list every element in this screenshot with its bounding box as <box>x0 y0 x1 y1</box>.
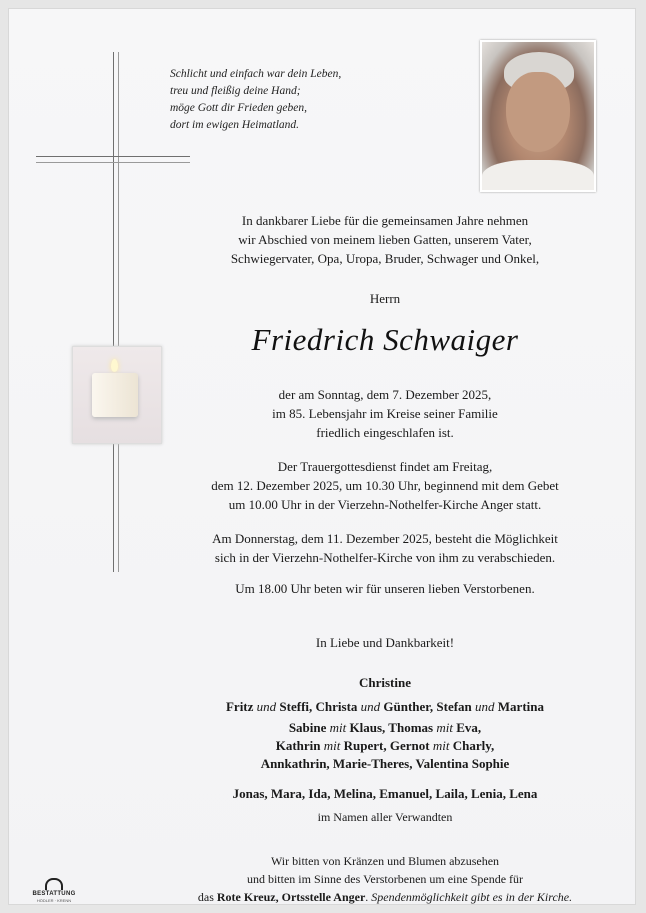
candle-flame-icon <box>111 359 118 372</box>
funeral-home-logo: BESTATTUNG HÖDLER · KRENN <box>28 878 80 903</box>
family-great-grandchildren: Jonas, Mara, Ida, Melina, Emanuel, Laila, Lenia, Lena <box>232 786 538 801</box>
funeral-service-info: Der Trauergottesdienst findet am Freitag, dem 12. Dezember 2025, um 10.30 Uhr, beginnend mit dem Gebet um 10.00 Uhr in der Vierzehn-Nothelfer-Kirche Anger statt. <box>211 459 559 512</box>
cross-vertical-line <box>113 52 114 572</box>
prayer-info: Um 18.00 Uhr beten wir für unseren lieben Verstorbenen. <box>235 581 535 596</box>
family-children: Fritz und Steffi, Christa und Günther, Stefan und Martina <box>225 699 544 714</box>
donation-info: Wir bitten von Kränzen und Blumen abzusehen und bitten im Sinne des Verstorbenen um eine Spende für das Rote Kreuz, Ortsstelle Anger. Spendenmöglichkeit gibt es in der Kirche. <box>197 854 573 904</box>
salutation: Herrn <box>369 291 401 306</box>
intro-text: In dankbarer Liebe für die gemeinsamen Jahre nehmen wir Abschied von meinem lieben Gatten, unserem Vater, Schwiegervater, Opa, Uropa, Bruder, Schwager und Onkel, <box>230 213 540 266</box>
cross-horizontal-line <box>36 156 190 157</box>
deceased-name: Friedrich Schwaiger <box>251 322 519 357</box>
death-notice: der am Sonntag, dem 7. Dezember 2025, im 85. Lebensjahr im Kreise seiner Familie friedlich eingeschlafen ist. <box>272 387 498 440</box>
poem-line: dort im ewigen Heimatland. <box>170 119 300 131</box>
farewell-info: Am Donnerstag, dem 11. Dezember 2025, besteht die Möglichkeit sich in der Vierzehn-Nothelfer-Kirche von ihm zu verabschieden. <box>212 531 558 565</box>
relatives-line: im Namen aller Verwandten <box>317 810 453 824</box>
poem-line: möge Gott dir Frieden geben, <box>170 102 308 114</box>
closing-line: In Liebe und Dankbarkeit! <box>315 635 455 650</box>
candle-image <box>72 346 162 444</box>
candle-icon <box>92 373 138 417</box>
memorial-poem <box>170 66 410 134</box>
cross-horizontal-line-inner <box>36 162 190 163</box>
portrait-photo <box>480 40 596 192</box>
cross-vertical-line-inner <box>118 52 119 572</box>
family-grandchildren: Sabine mit Klaus, Thomas mit Eva, Kathrin mit Rupert, Gernot mit Charly, Annkathrin, Marie-Theres, Valentina Sophie <box>260 720 510 771</box>
family-christine: Christine <box>359 675 411 690</box>
poem-line: Schlicht und einfach war dein Leben, <box>170 68 342 80</box>
logo-icon <box>45 878 63 890</box>
poem-line: treu und fleißig deine Hand; <box>170 85 301 97</box>
